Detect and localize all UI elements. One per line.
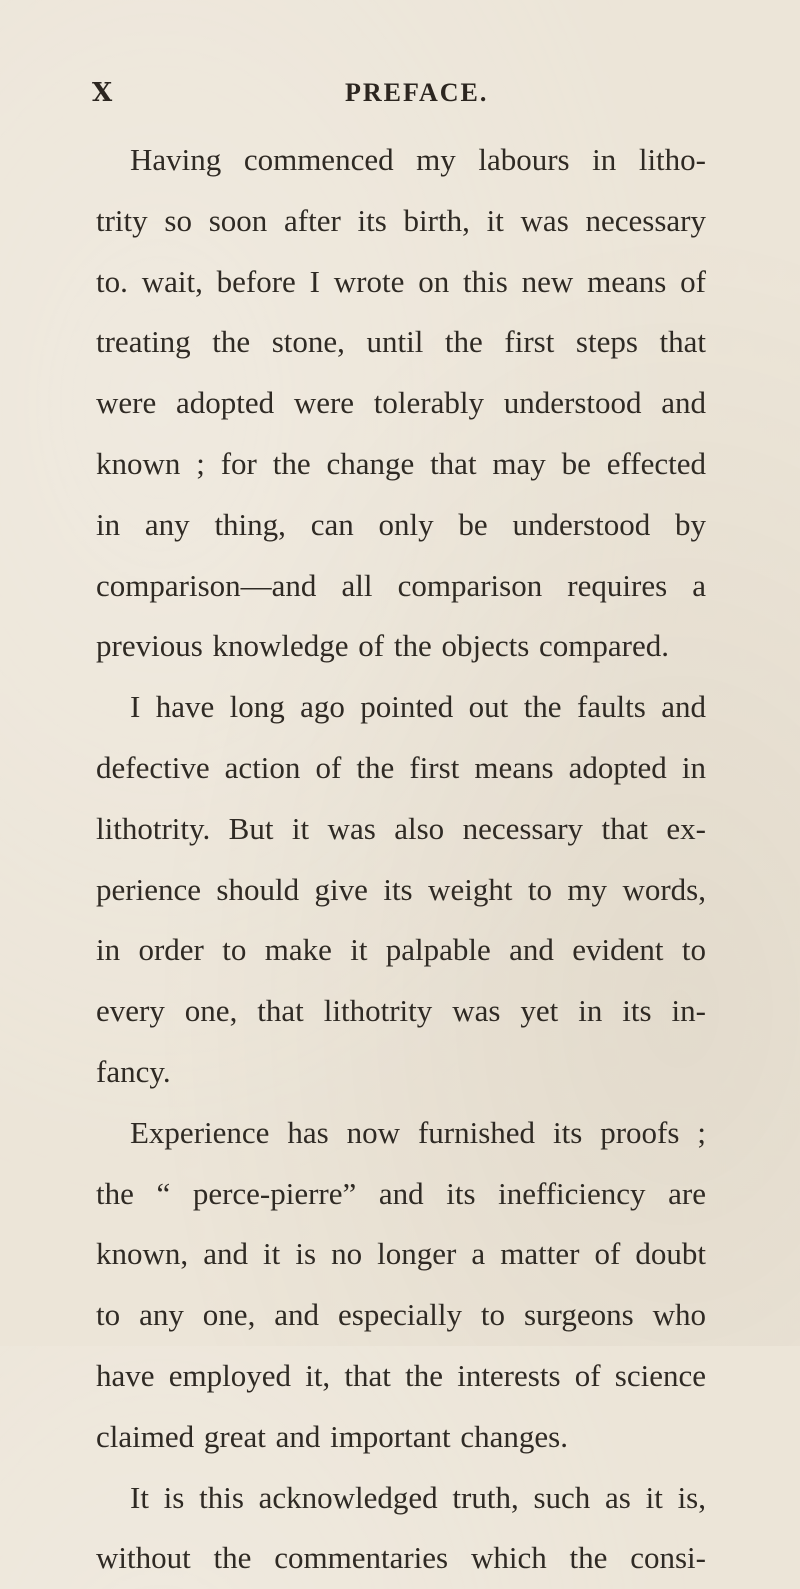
text-line: perience should give its weight to my words, (96, 871, 706, 907)
text-line: It is this acknowledged truth, such as it is, (130, 1479, 706, 1515)
text-line: known, and it is no longer a matter of doubt (96, 1236, 706, 1272)
text-line: Having commenced my labours in litho- (130, 142, 706, 177)
body-text (96, 130, 706, 1589)
text-line: comparison—and all comparison requires a (96, 567, 706, 603)
text-line: in any thing, can only be understood by (96, 506, 706, 542)
text-line: defective action of the first means adopted in (96, 749, 706, 785)
text-line: fancy. (96, 1053, 171, 1089)
text-line: have employed it, that the interests of science (96, 1357, 706, 1393)
text-line: known ; for the change that may be effected (96, 445, 706, 481)
page-header (0, 78, 800, 118)
text-line: treating the stone, until the first steps that (96, 324, 706, 360)
text-line: I have long ago pointed out the faults and (130, 689, 706, 725)
text-line: claimed great and important changes. (96, 1418, 568, 1454)
page-number: X (92, 78, 114, 108)
text-line: previous knowledge of the objects compared. (96, 628, 669, 664)
text-line: in order to make it palpable and evident to (96, 932, 706, 968)
text-line: the “ perce-pierre” and its inefficiency are (96, 1175, 706, 1211)
text-line: Experience has now furnished its proofs ; (130, 1114, 706, 1150)
running-title: PREFACE. (345, 78, 489, 107)
text-line: were adopted were tolerably understood and (96, 385, 706, 421)
text-line: to. wait, before I wrote on this new means of (96, 263, 706, 299)
text-line: trity so soon after its birth, it was necessary (96, 202, 706, 238)
text-line: lithotrity. But it was also necessary that ex- (96, 810, 706, 846)
text-line: to any one, and especially to surgeons who (96, 1297, 706, 1333)
text-line: without the commentaries which the consi- (96, 1540, 706, 1576)
text-line: every one, that lithotrity was yet in its in- (96, 993, 706, 1029)
